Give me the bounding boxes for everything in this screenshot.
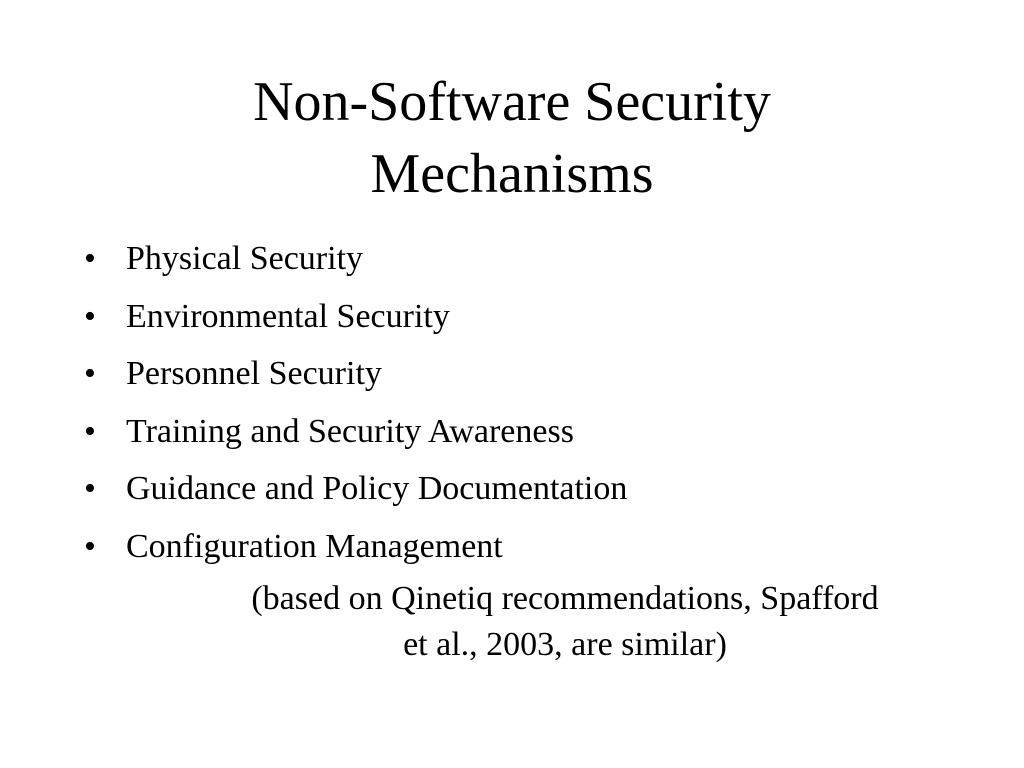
- bullet-icon: •: [84, 412, 96, 450]
- bullet-icon: •: [84, 297, 96, 335]
- bullet-text: Physical Security: [126, 240, 364, 277]
- bullet-text: Configuration Management: [126, 527, 503, 565]
- bullet-item-physical-security: [84, 230, 964, 288]
- source-note-line-1: (based on Qinetiq recommendations, Spafford: [251, 580, 879, 617]
- source-note: [180, 576, 950, 668]
- source-note-line-2: et al., 2003, are similar): [403, 626, 727, 663]
- bullet-item-training-awareness: [84, 403, 964, 461]
- bullet-text: Environmental Security: [126, 297, 450, 335]
- bullet-icon: •: [84, 240, 96, 277]
- bullet-list: [84, 230, 964, 575]
- bullet-item-personnel-security: [84, 345, 964, 403]
- bullet-item-guidance-policy: [84, 460, 964, 518]
- bullet-text: Personnel Security: [126, 355, 382, 392]
- bullet-item-configuration-management: [84, 518, 964, 576]
- bullet-icon: •: [84, 470, 96, 507]
- slide-title-line-1: Non-Software Security: [253, 71, 771, 133]
- bullet-icon: •: [84, 355, 96, 392]
- bullet-icon: •: [84, 527, 96, 565]
- slide-title-line-2: Mechanisms: [370, 143, 654, 205]
- slide-title: [112, 66, 912, 210]
- bullet-text: Guidance and Policy Documentation: [126, 470, 628, 507]
- bullet-item-environmental-security: [84, 288, 964, 346]
- bullet-text: Training and Security Awareness: [126, 412, 574, 450]
